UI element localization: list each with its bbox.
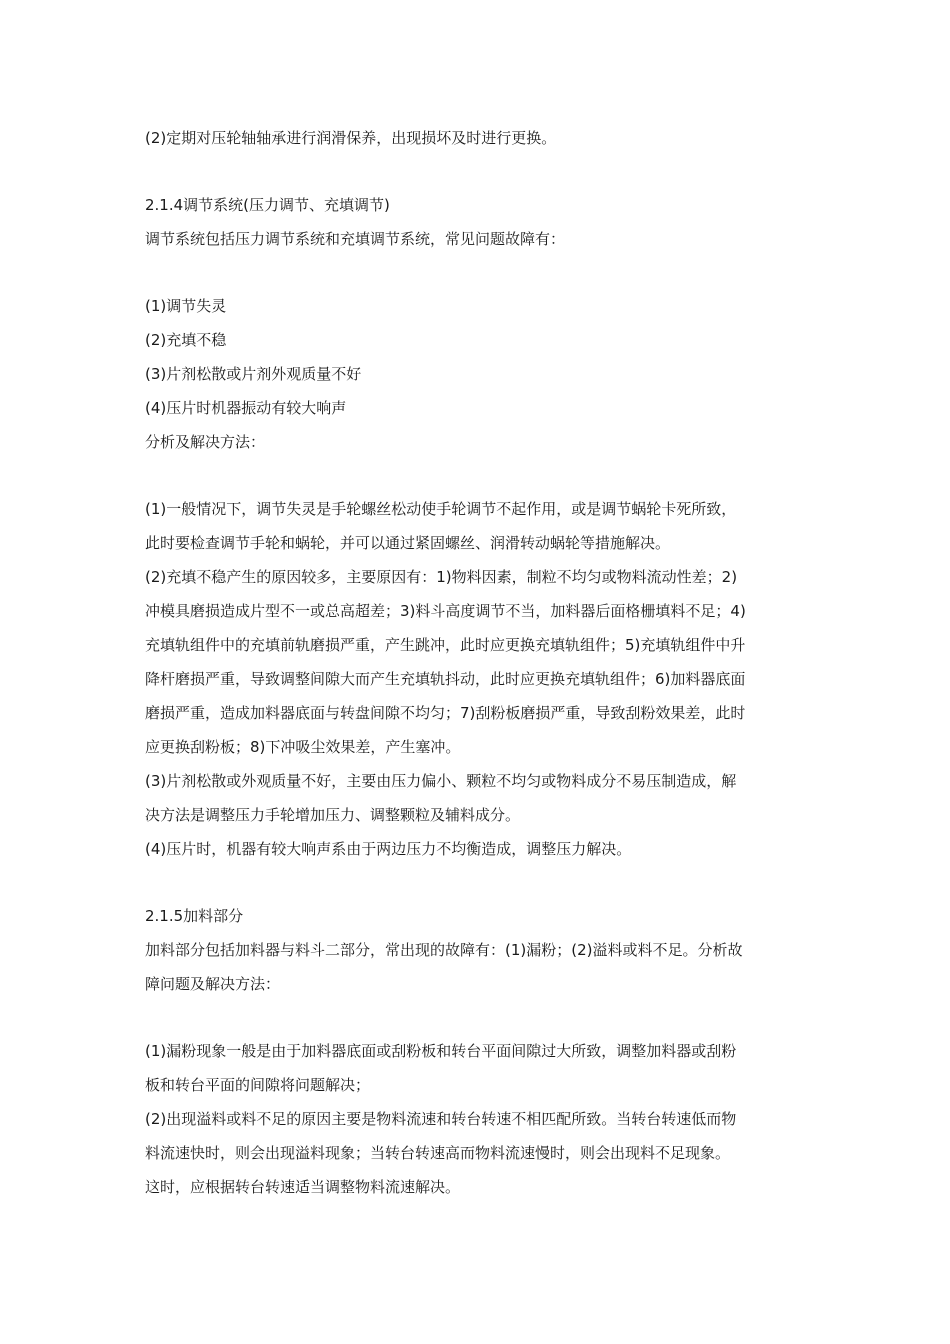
paragraph-line: 料流速快时，则会出现溢料现象；当转台转速高而物料流速慢时，则会出现料不足现象。	[145, 1144, 731, 1162]
paragraph-line: 充填轨组件中的充填前轨磨损严重，产生跳冲，此时应更换充填轨组件；5)充填轨组件中升	[145, 636, 746, 654]
paragraph-line: (1)一般情况下，调节失灵是手轮螺丝松动使手轮调节不起作用，或是调节蜗轮卡死所致，	[145, 500, 737, 518]
paragraph-line: 调节系统包括压力调节系统和充填调节系统，常见问题故障有：	[145, 230, 566, 248]
section-heading-2-1-5: 2.1.5加料部分	[145, 907, 244, 925]
paragraph-line: 决方法是调整压力手轮增加压力、调整颗粒及辅料成分。	[145, 806, 521, 824]
list-item: (3)片剂松散或片剂外观质量不好	[145, 365, 362, 383]
section-heading-2-1-4: 2.1.4调节系统(压力调节、充填调节)	[145, 196, 390, 214]
paragraph-line: (2)定期对压轮轴轴承进行润滑保养，出现损坏及时进行更换。	[145, 129, 557, 147]
paragraph-line: 板和转台平面的间隙将问题解决；	[145, 1076, 371, 1094]
paragraph-line: (4)压片时，机器有较大响声系由于两边压力不均衡造成，调整压力解决。	[145, 840, 632, 858]
paragraph-line: 冲模具磨损造成片型不一或总高超差；3)料斗高度调节不当，加料器后面格栅填料不足；4)	[145, 602, 746, 620]
paragraph-line: (1)漏粉现象一般是由于加料器底面或刮粉板和转台平面间隙过大所致，调整加料器或刮粉	[145, 1042, 737, 1060]
paragraph-line: (2)充填不稳产生的原因较多，主要原因有：1)物料因素，制粒不均匀或物料流动性差；2)	[145, 568, 738, 586]
paragraph-line: 磨损严重，造成加料器底面与转盘间隙不均匀；7)刮粉板磨损严重，导致刮粉效果差，此时	[145, 704, 746, 722]
paragraph-line: 障问题及解决方法：	[145, 975, 281, 993]
paragraph-line: 降杆磨损严重，导致调整间隙大而产生充填轨抖动，此时应更换充填轨组件；6)加料器底面	[145, 670, 746, 688]
list-item: (1)调节失灵	[145, 297, 227, 315]
paragraph-line: (2)出现溢料或料不足的原因主要是物料流速和转台转速不相匹配所致。当转台转速低而物	[145, 1110, 737, 1128]
list-item: (4)压片时机器振动有较大响声	[145, 399, 347, 417]
paragraph-line: 分析及解决方法：	[145, 433, 266, 451]
paragraph-line: 此时要检查调节手轮和蜗轮，并可以通过紧固螺丝、润滑转动蜗轮等措施解决。	[145, 534, 671, 552]
paragraph-line: 这时，应根据转台转速适当调整物料流速解决。	[145, 1178, 461, 1196]
paragraph-line: (3)片剂松散或外观质量不好，主要由压力偏小、颗粒不均匀或物料成分不易压制造成，解	[145, 772, 737, 790]
paragraph-line: 应更换刮粉板；8)下冲吸尘效果差，产生塞冲。	[145, 738, 461, 756]
paragraph-line: 加料部分包括加料器与料斗二部分，常出现的故障有：(1)漏粉；(2)溢料或料不足。分析故	[145, 941, 743, 959]
list-item: (2)充填不稳	[145, 331, 227, 349]
